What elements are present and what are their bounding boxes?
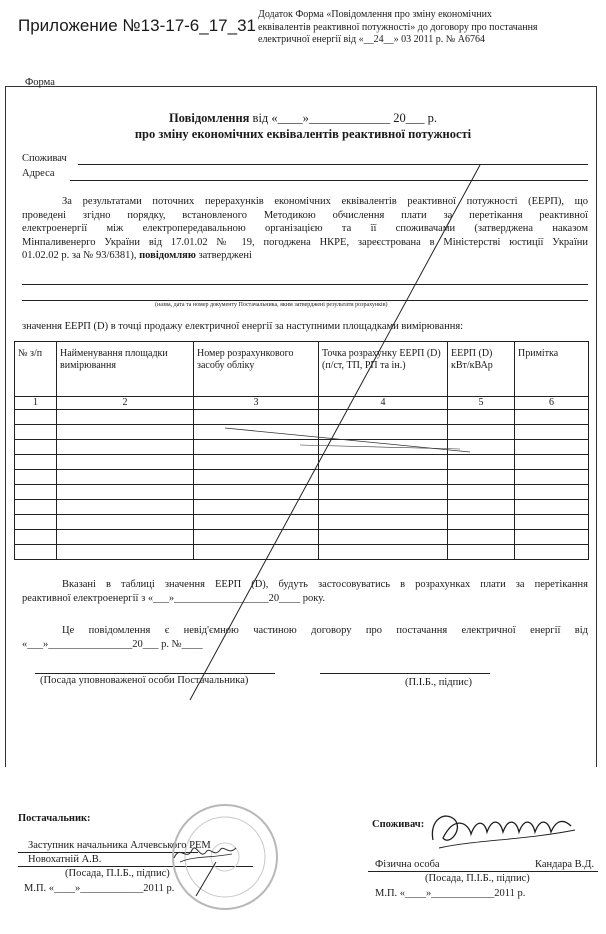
address-label: Адреса (22, 168, 55, 179)
paragraph-tail: затверджені (195, 250, 252, 261)
header-cell-number: № з/п (15, 342, 57, 397)
position-caption: (Посада уповноваженої особи Постачальника) (40, 675, 249, 686)
paragraph-line-5-text: 01.02.02 р. за № 93/6381), (22, 250, 140, 261)
title-word: Повідомлення (168, 111, 250, 125)
consumer-position: Фізична особа (375, 859, 440, 870)
document-number-label: Приложение №13-17-6_17_31 (18, 16, 256, 35)
addendum-line-3: електричної енергії від «__24__» 03 2011 р. № А6764 (258, 34, 485, 45)
supplier-position: Заступник начальника Алчевського РЕМ (28, 840, 211, 851)
consumer-caption: (Посада, П.І.Б., підпис) (425, 873, 530, 884)
notice-subtitle: про зміну економічних еквівалентів реактивної потужності (134, 127, 472, 141)
consumer-mp: М.П. «____»____________2011 р. (375, 888, 526, 899)
title-date: від «____»_____________ 20___ р. (252, 111, 438, 125)
consumer-name: Кандара В.Д. (535, 859, 595, 870)
paragraph-bold-word: повідомляю (139, 250, 196, 261)
consumer-sign-title: Споживач: (372, 819, 425, 830)
pib-caption: (П.І.Б., підпис) (405, 677, 473, 688)
apply-line-1: Вказані в таблиці значення ЕЕРП (D), будуть застосовуватись в розрахунках плати за перетікання (62, 579, 588, 590)
supplier-title: Постачальник: (18, 813, 91, 824)
paragraph-line-3: електроенергії між електропередавальною організацією та її споживачами (затверджена наказом (22, 223, 588, 234)
addendum-line-2: еквівалентів реактивної потужності» до договору про постачання (258, 21, 538, 33)
paragraph-line-4: Мінпаливенерго України від 17.01.02 № 19, погоджена НКРЕ, зареєстрована в Міністерстві юстиції України (22, 236, 588, 248)
addendum-line-1: Додаток Форма «Повідомлення про зміну економічних (258, 9, 492, 20)
part-line-2: «___»________________20___ р. №____ (22, 638, 203, 650)
header-cell-note: Примітка (515, 342, 589, 397)
supplier-slash-icon (190, 860, 220, 900)
supplier-caption: (Посада, П.І.Б., підпис) (65, 868, 170, 879)
supplier-name: Новохатній А.В. (28, 854, 102, 865)
values-line: значення ЕЕРП (D) в точці продажу електричної енергії за наступними площадками вимірювання: (22, 321, 464, 332)
form-label: Форма (25, 77, 55, 88)
consumer-signature-icon (425, 800, 585, 860)
column-number: 2 (57, 397, 194, 410)
column-number: 3 (194, 397, 319, 410)
column-number: 1 (15, 397, 57, 410)
supplier-mp: М.П. «____»____________2011 р. (24, 883, 175, 894)
column-number: 6 (515, 397, 589, 410)
part-line-1: Це повідомлення є невід'ємною частиною договору про постачання електричної енергії від (62, 625, 588, 636)
header-cell-point: Точка розрахунку ЕЕРП (D) (п/ст, ТП, РП та ін.) (319, 342, 448, 397)
column-number: 5 (448, 397, 515, 410)
paragraph-line-1: За результатами поточних перерахунків економічних еквівалентів реактивної потужності (ЕЕРП), що (62, 196, 588, 207)
paragraph-line-2: проведені згідно порядку, встановленого Методикою обчислення плати за перетікання реактивної (22, 209, 588, 221)
apply-line-2: реактивної електроенергії з «___»__________________20____ року. (22, 592, 325, 604)
document-caption: (назва, дата та номер документу Постачальника, яким затверджені результати розрахунків) (155, 302, 388, 308)
column-number: 4 (319, 397, 448, 410)
header-cell-meter: Номер розрахункового засобу обліку (194, 342, 319, 397)
header-cell-eerp: ЕЕРП (D) кВт/кВАр (448, 342, 515, 397)
consumer-label: Споживач (22, 153, 67, 164)
header-cell-site: Найменування площадки вимірювання (57, 342, 194, 397)
